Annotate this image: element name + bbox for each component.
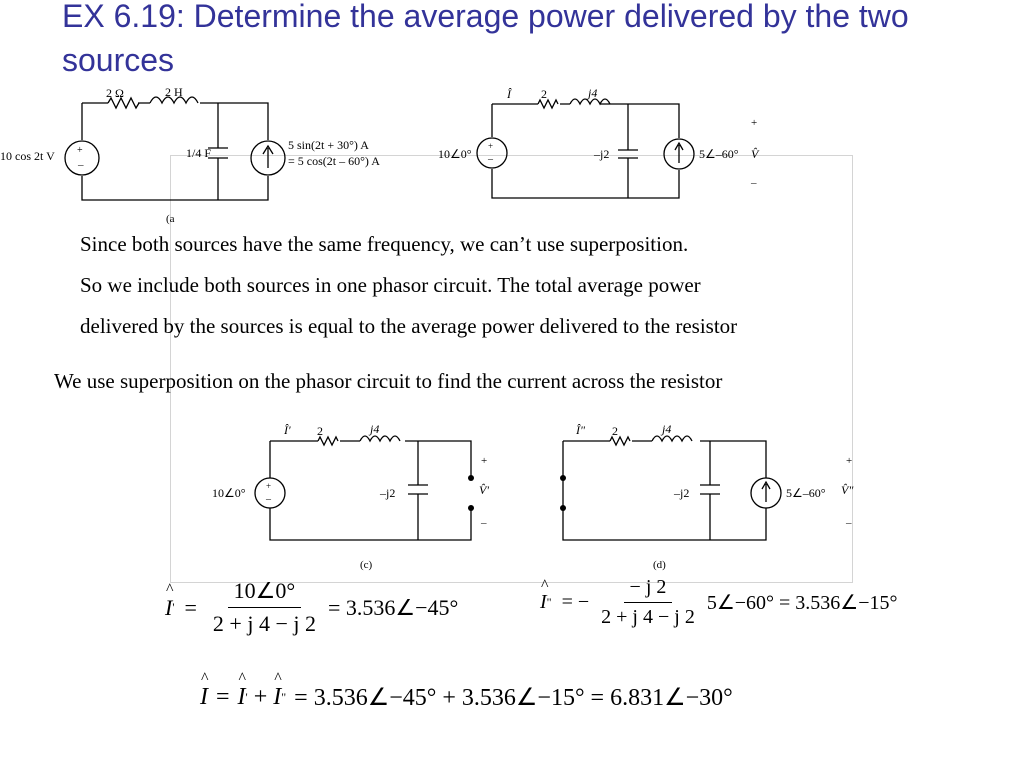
circuit-a-caption: (a xyxy=(166,213,175,225)
paragraph-line-2: So we include both sources in one phasor circuit. The total average power xyxy=(80,273,701,297)
eq2-prefix: = − xyxy=(561,591,590,613)
eq2-numerator: − j 2 xyxy=(624,576,673,603)
circuit-d-capacitor-label: –j2 xyxy=(674,486,690,500)
slide-title: EX 6.19: Determine the average power delivered by the two sources xyxy=(62,0,909,78)
eq1-lhs: ^ I xyxy=(165,595,172,621)
circuit-b-source-label: 10∠0° xyxy=(438,147,472,161)
eq3-term2: ^ I xyxy=(273,684,281,711)
eq1-denominator: 2 + j 4 − j 2 xyxy=(212,611,316,636)
circuit-c-capacitor-label: –j2 xyxy=(380,486,396,500)
circuit-d-minus: – xyxy=(846,517,852,529)
paragraph-line-4: We use superposition on the phasor circuit to find the current across the resistor xyxy=(54,369,723,393)
circuit-d-current-source-label: 5∠–60° xyxy=(786,486,826,500)
eq3-rhs: = 3.536∠−45° + 3.536∠−15° = 6.831∠−30° xyxy=(294,685,733,711)
equation-i-prime: ^ I ' = $\frac{10\angle 0^\circ}{2 + j 4 - j 2}$ = 3.536∠−45° xyxy=(165,578,458,637)
circuit-b-current-label: Î xyxy=(507,87,511,101)
circuit-d-plus: + xyxy=(846,455,853,467)
circuit-d-diagram xyxy=(555,415,865,575)
svg-text:–: – xyxy=(78,159,84,171)
inductor-j4-c xyxy=(360,436,400,441)
eq1-fraction xyxy=(207,578,322,637)
eq3-term2-sup: " xyxy=(281,690,287,704)
circuit-a-inductor-label: 2 H xyxy=(165,85,183,99)
inductor-j4-d xyxy=(652,436,692,441)
resistor-2 xyxy=(538,100,558,108)
circuit-b-resistor-label: 2 xyxy=(541,87,547,101)
svg-text:–: – xyxy=(266,494,271,505)
eq2-lhs: ^ I xyxy=(540,591,547,614)
circuit-c-minus: – xyxy=(481,517,487,529)
svg-text:+: + xyxy=(488,141,494,151)
resistor-2-c xyxy=(318,437,338,445)
circuit-c-current-label: Î' xyxy=(284,423,291,437)
eq2-rhs: 5∠−60° = 3.536∠−15° xyxy=(706,592,898,614)
eq1-rhs: = 3.536∠−45° xyxy=(327,594,459,620)
circuit-a-capacitor-label: 1/4 F xyxy=(186,146,212,160)
svg-text:–: – xyxy=(488,154,493,165)
circuit-a-diagram xyxy=(0,82,420,232)
paragraph-line-3: delivered by the sources is equal to the average power delivered to the resistor xyxy=(80,314,738,338)
circuit-d-caption: (d) xyxy=(653,559,666,571)
eq1-numerator: 10∠0° xyxy=(228,578,302,608)
circuit-b-inductor-label: j4 xyxy=(588,86,598,100)
circuit-c-plus: + xyxy=(481,455,488,467)
circuit-a-source-label: 10 cos 2t V xyxy=(0,149,55,163)
circuit-c-resistor-label: 2 xyxy=(317,424,323,438)
svg-text:+: + xyxy=(266,481,272,491)
circuit-b-diagram xyxy=(420,82,780,212)
circuit-a-current-source-line2: = 5 cos(2t – 60°) A xyxy=(288,154,380,168)
circuit-c-caption: (c) xyxy=(360,559,373,571)
eq2-denominator: 2 + j 4 − j 2 xyxy=(601,606,695,628)
circuit-b-minus: – xyxy=(751,177,757,189)
eq1-lhs-sup: ' xyxy=(172,600,175,614)
circuit-c-diagram xyxy=(200,415,510,575)
circuit-d-voltage-label: V̂" xyxy=(841,483,854,497)
resistor-2-d xyxy=(610,437,630,445)
equation-i-double-prime xyxy=(540,576,898,629)
circuit-c-voltage-label: V̂' xyxy=(479,483,489,497)
circuit-d-inductor-label: j4 xyxy=(662,422,672,436)
circuit-d-resistor-label: 2 xyxy=(612,424,618,438)
equation-i-total: ^ I = ^ I ' + ^ I " = 3.536∠−45° + 3.536∠−15° = 6.831∠−30° xyxy=(200,683,733,712)
circuit-a-resistor-label: 2 Ω xyxy=(106,86,124,100)
svg-text:+: + xyxy=(77,145,83,156)
circuit-d-current-label: Î" xyxy=(576,423,586,437)
circuit-b-capacitor-label: –j2 xyxy=(594,147,610,161)
eq3-term1-sup: ' xyxy=(245,690,248,704)
circuit-b-current-source-label: 5∠–60° xyxy=(699,147,739,161)
circuit-c-source-label: 10∠0° xyxy=(212,486,246,500)
eq3-lhs: ^ I xyxy=(200,684,208,711)
circuit-b-plus: + xyxy=(751,117,758,129)
eq2-lhs-sup: " xyxy=(546,595,552,609)
circuit-c-inductor-label: j4 xyxy=(370,422,380,436)
eq2-fraction xyxy=(595,576,701,629)
circuit-b-voltage-label: V̂ xyxy=(751,147,759,161)
circuit-a-current-source-line1: 5 sin(2t + 30°) A xyxy=(288,138,369,152)
paragraph-line-1: Since both sources have the same frequency, we can’t use superposition. xyxy=(80,232,689,256)
eq3-term1: ^ I xyxy=(238,684,246,711)
